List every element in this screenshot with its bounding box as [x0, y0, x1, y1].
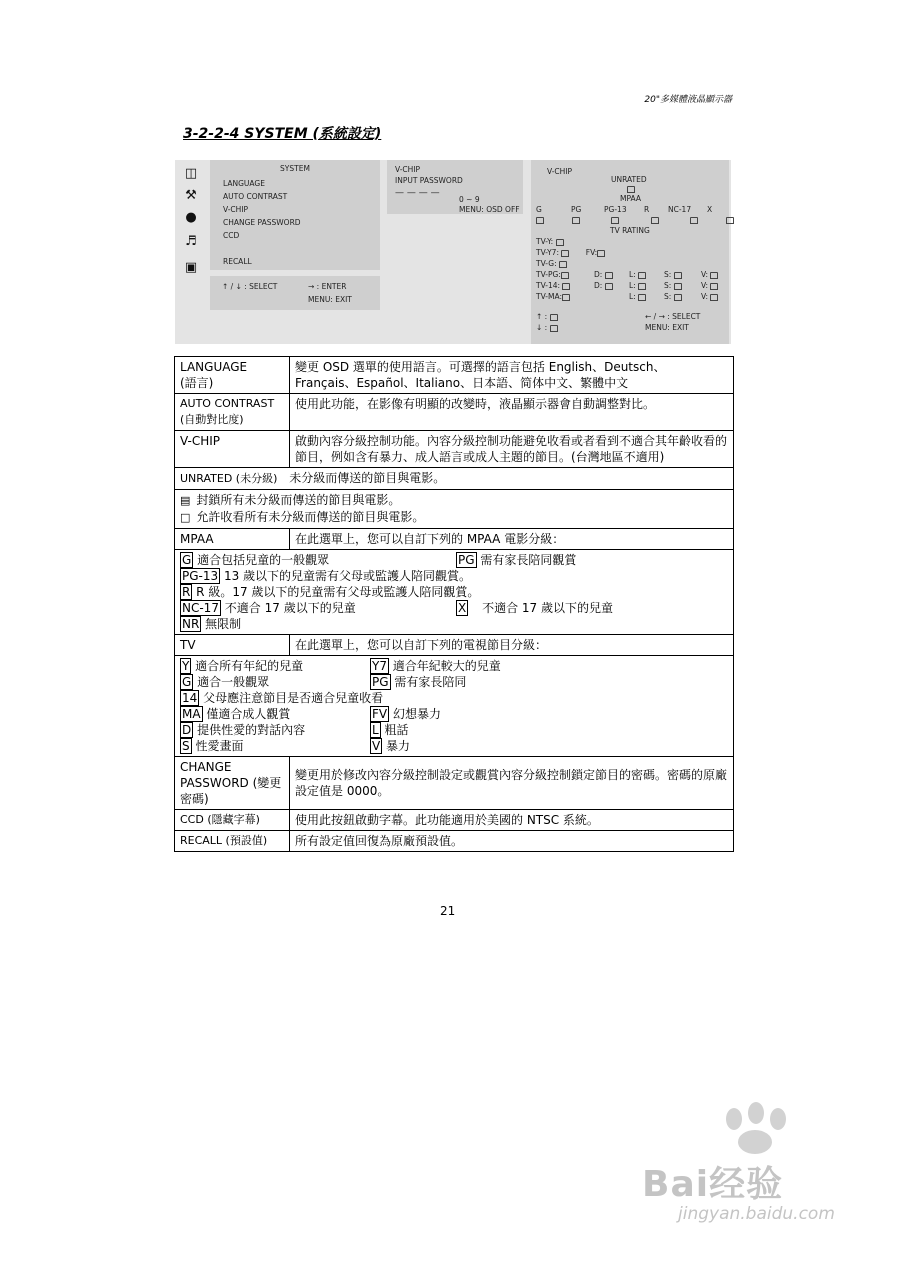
- desc-tv: 在此選單上，您可以自訂下列的電視節目分級：: [290, 635, 734, 656]
- mpaa-pg[interactable]: PG: [571, 205, 582, 214]
- vchip-footer-down: ↓ :: [536, 323, 558, 332]
- label-change-password: CHANGE PASSWORD (變更密碼): [175, 757, 290, 810]
- lock-icon: [559, 261, 567, 268]
- lock-icon: [638, 283, 646, 290]
- watermark-brand: Bai经验: [642, 1164, 784, 1205]
- tv-icon: ▣: [184, 260, 198, 275]
- lock-icon: [562, 283, 570, 290]
- tv-row-y[interactable]: TV-Y:: [536, 237, 564, 246]
- menu-item-v-chip[interactable]: V-CHIP: [223, 205, 249, 214]
- table-row: [175, 635, 734, 656]
- tv-rating-label: TV RATING: [610, 226, 650, 235]
- table-row: [175, 656, 734, 757]
- tv-row-14[interactable]: TV-14:: [536, 281, 570, 290]
- vchip-footer-menu: MENU: EXIT: [645, 323, 689, 332]
- table-row: [175, 468, 734, 490]
- lock-icon: [562, 294, 570, 301]
- paw-icon: [726, 1108, 742, 1130]
- system-menu-title: SYSTEM: [280, 164, 310, 173]
- password-range: 0 ~ 9: [459, 195, 480, 204]
- lock-icon: [638, 272, 646, 279]
- osd-screenshot-area: [175, 160, 731, 344]
- desc-change-password: 變更用於修改內容分級控制設定或觀賞內容分級控制鎖定節目的密碼。密碼的原廠設定值是 0000。: [290, 757, 734, 810]
- lock-icon: [638, 294, 646, 301]
- lock-icon: [674, 283, 682, 290]
- tv-row-ma[interactable]: TV-MA:: [536, 292, 570, 301]
- password-input[interactable]: — — — —: [395, 188, 440, 198]
- footer-menu-hint: MENU: EXIT: [308, 295, 352, 304]
- lock-icon[interactable]: [572, 217, 580, 224]
- lock-icon[interactable]: [726, 217, 734, 224]
- table-row: [175, 394, 734, 431]
- color-icon: ●: [185, 210, 197, 225]
- label-vchip: V-CHIP: [175, 431, 290, 468]
- menu-item-auto-contrast[interactable]: AUTO CONTRAST: [223, 192, 288, 201]
- label-mpaa: MPAA: [175, 529, 290, 550]
- desc-vchip: 啟動內容分級控制功能。內容分級控制功能避免收看或者看到不適合其年齡收看的節目，例如含有暴力、成人語言或成人主題的節目。(台灣地區不適用): [290, 431, 734, 468]
- lock-icon: [605, 283, 613, 290]
- system-menu-footer: [210, 276, 380, 310]
- tv-row-pg[interactable]: TV-PG:: [536, 270, 569, 279]
- speaker-icon: ♬: [185, 234, 197, 249]
- menu-item-recall[interactable]: RECALL: [223, 257, 252, 266]
- mpaa-label: MPAA: [620, 194, 641, 203]
- mpaa-lock-row: [536, 215, 734, 224]
- table-row: [175, 490, 734, 529]
- lock-icon: [605, 272, 613, 279]
- table-row: [175, 357, 734, 394]
- password-panel-title: V-CHIP: [395, 165, 421, 174]
- menu-item-language[interactable]: LANGUAGE: [223, 179, 265, 188]
- lock-open-icon: □: [180, 511, 191, 524]
- lock-icon: [710, 272, 718, 279]
- label-recall: RECALL (預設值): [175, 831, 290, 852]
- tv-row-y7[interactable]: TV-Y7: FV:: [536, 248, 605, 257]
- label-language: LANGUAGE (語言): [175, 357, 290, 394]
- vchip-footer-up: ↑ :: [536, 312, 558, 321]
- desc-unrated: 未分級而傳送的節目與電影。: [289, 471, 446, 485]
- table-row: [175, 529, 734, 550]
- unrated-lock-block: ▤ 封鎖所有未分級而傳送的節目與電影。 □ 允許收看所有未分級而傳送的節目與電影。: [175, 490, 734, 529]
- tv-row-g[interactable]: TV-G:: [536, 259, 567, 268]
- label-auto-contrast: AUTO CONTRAST (自動對比度): [175, 394, 290, 431]
- vchip-panel: V-CHIP UNRATED MPAA G PG PG-13 R NC-17 X TV RATING TV-Y: TV-Y7: FV: TV-G: TV-PG: D: L: S: V: TV-14: D: L: S: V: TV-MA: L: S: V: ↑ : ↓ : ← / → : SELECT MENU: EXIT: [531, 160, 729, 344]
- lock-icon: [674, 272, 682, 279]
- desc-language: 變更 OSD 選單的使用語言。可選擇的語言包括 English、Deutsch、 Français、Español、Italiano、日本語、简体中文、繁體中文: [290, 357, 734, 394]
- lock-icon: [710, 283, 718, 290]
- mpaa-x[interactable]: X: [707, 205, 713, 214]
- lock-closed-icon: ▤: [180, 494, 191, 507]
- lock-icon[interactable]: [651, 217, 659, 224]
- mpaa-ratings-block: G 適合包括兒童的一般觀眾 PG 需有家長陪同觀賞 PG-13 13 歲以下的兒童需有父母或監護人陪同觀賞。 R R 級。17 歲以下的兒童需有父母或監護人陪同觀賞。 NC-17 不適合 17 歲以下的兒童 X 不適合 17 歲以下的兒童 NR 無限制: [175, 550, 734, 635]
- wrench-icon: ⚒: [185, 188, 197, 203]
- label-unrated: UNRATED (未分級): [180, 472, 278, 485]
- lock-icon: [710, 294, 718, 301]
- desc-ccd: 使用此按鈕啟動字幕。此功能適用於美國的 NTSC 系統。: [290, 810, 734, 831]
- picture-icon: ◫: [184, 166, 198, 181]
- lock-icon: [561, 250, 569, 257]
- lock-icon: [550, 325, 558, 332]
- footer-select-hint: ↑ / ↓ : SELECT: [222, 282, 278, 291]
- input-password-label: INPUT PASSWORD: [395, 176, 463, 185]
- mpaa-nc17[interactable]: NC-17: [668, 205, 692, 214]
- footer-enter-hint: → : ENTER: [308, 282, 347, 291]
- menu-item-change-password[interactable]: CHANGE PASSWORD: [223, 218, 301, 227]
- unrated-block: [175, 468, 734, 490]
- page-number: 21: [440, 904, 456, 918]
- vchip-footer-select: ← / → : SELECT: [645, 312, 701, 321]
- settings-description-table: [174, 356, 734, 852]
- lock-icon: [561, 272, 569, 279]
- password-panel: [387, 160, 523, 214]
- lock-icon[interactable]: [536, 217, 544, 224]
- table-row: [175, 550, 734, 635]
- table-row: [175, 757, 734, 810]
- baidu-watermark: [638, 1098, 888, 1228]
- mpaa-g[interactable]: G: [536, 205, 542, 214]
- label-tv: TV: [175, 635, 290, 656]
- system-menu-panel: [210, 160, 380, 270]
- unrated-label: UNRATED: [611, 175, 647, 184]
- desc-recall: 所有設定值回復為原廠預設值。: [290, 831, 734, 852]
- lock-icon: [550, 314, 558, 321]
- table-row: [175, 831, 734, 852]
- lock-icon: [597, 250, 605, 257]
- table-row: [175, 431, 734, 468]
- header-title: 20"多媒體液晶顯示器: [644, 95, 732, 105]
- lock-icon: [674, 294, 682, 301]
- vchip-title: V-CHIP: [547, 167, 573, 176]
- label-ccd: CCD (隱藏字幕): [175, 810, 290, 831]
- lock-icon[interactable]: [690, 217, 698, 224]
- desc-auto-contrast: 使用此功能，在影像有明顯的改變時，液晶顯示器會自動調整對比。: [290, 394, 734, 431]
- lock-icon[interactable]: [627, 186, 635, 193]
- menu-item-ccd[interactable]: CCD: [223, 231, 240, 240]
- lock-icon: [556, 239, 564, 246]
- watermark-url: jingyan.baidu.com: [678, 1204, 835, 1224]
- desc-mpaa: 在此選單上，您可以自訂下列的 MPAA 電影分級：: [290, 529, 734, 550]
- lock-icon[interactable]: [611, 217, 619, 224]
- mpaa-pg13[interactable]: PG-13: [604, 205, 627, 214]
- table-row: [175, 810, 734, 831]
- section-title: 3-2-2-4 SYSTEM (系統設定): [183, 126, 382, 142]
- tv-ratings-block: Y 適合所有年紀的兒童 Y7 適合年紀較大的兒童 G 適合一般觀眾 PG 需有家長陪同 14 父母應注意節目是否適合兒童收看 MA 僅適合成人觀賞 FV 幻想暴力 D 提供性愛的對話內容 L 粗話 S 性愛畫面 V 暴力: [175, 656, 734, 757]
- mpaa-r[interactable]: R: [644, 205, 650, 214]
- password-menu-hint: MENU: OSD OFF: [459, 205, 520, 214]
